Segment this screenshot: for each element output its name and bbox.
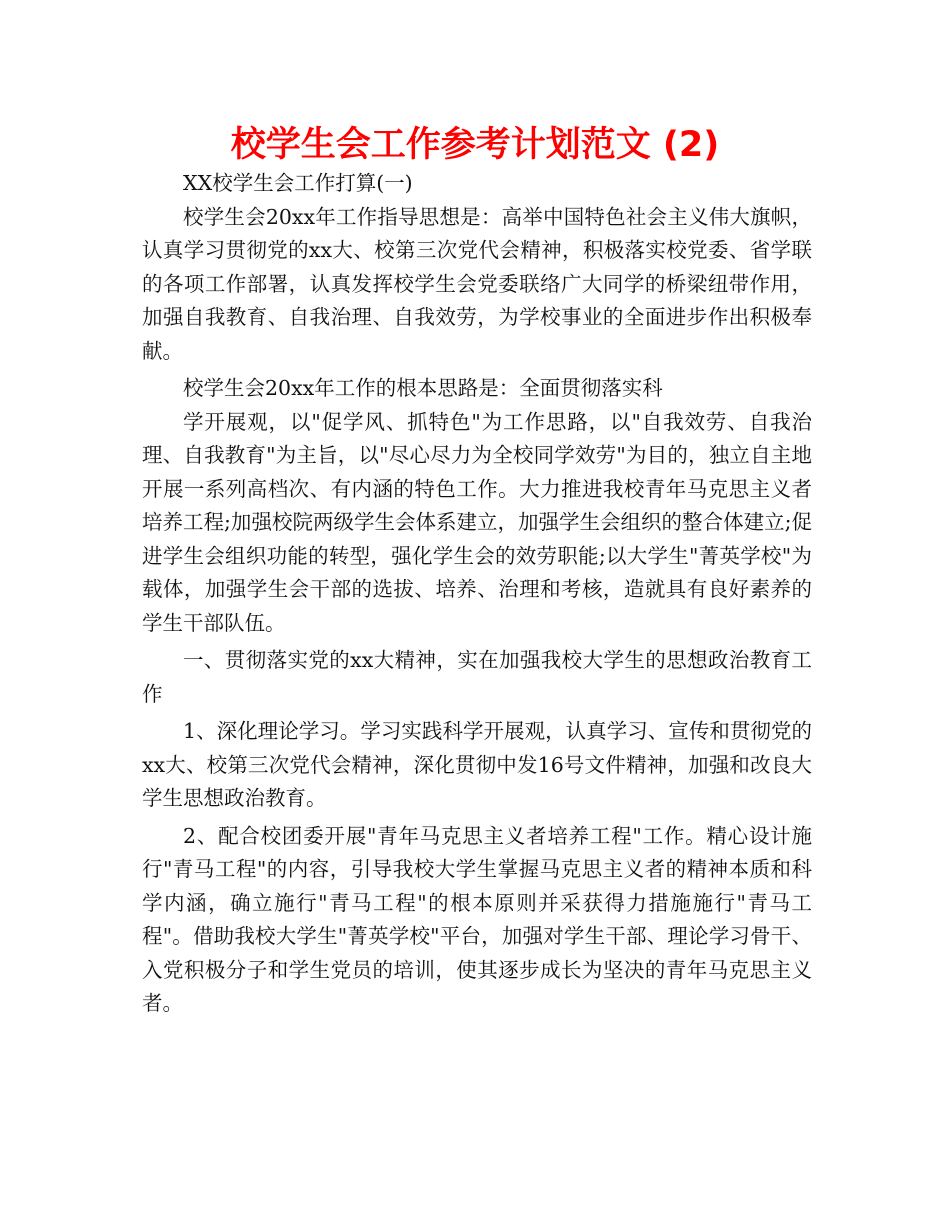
section-heading: XX校学生会工作打算(一)	[183, 171, 413, 195]
paragraph: 学开展观，以"促学风、抓特色"为工作思路，以"自我效劳、自我治理、自我教育"为主旨，以"尽心尽力为全校同学效劳"为目的，独立自主地开展一系列高档次、有内涵的特色工作。大力推进我校青年马克思主义者培养工程;加强校院两级学生会体系建立，加强学生会组织的整合体建立;促进学生会组织功能的转型，强化学生会的效劳职能;以大学生"菁英学校"为载体，加强学生会干部的选拔、培养、治理和考核，造就具有良好素养的学生干部队伍。	[142, 409, 812, 635]
paragraph: 校学生会20xx年工作指导思想是：高举中国特色社会主义伟大旗帜，认真学习贯彻党的xx大、校第三次党代会精神，积极落实校党委、省学联的各项工作部署，认真发挥校学生会党委联络广大同学的桥梁纽带作用，加强自我教育、自我治理、自我效劳，为学校事业的全面进步作出积极奉献。	[142, 204, 812, 363]
paragraph: 一、贯彻落实党的xx大精神，实在加强我校大学生的思想政治教育工作	[142, 648, 812, 706]
paragraph: 1、深化理论学习。学习实践科学开展观，认真学习、宣传和贯彻党的xx大、校第三次党代会精神，深化贯彻中发16号文件精神，加强和改良大学生思想政治教育。	[142, 719, 812, 810]
document-title: 校学生会工作参考计划范文 (2)	[230, 125, 720, 165]
paragraph: 2、配合校团委开展"青年马克思主义者培养工程"工作。精心设计施行"青马工程"的内容，引导我校大学生掌握马克思主义者的精神本质和科学内涵，确立施行"青马工程"的根本原则并采获得力措施施行"青马工程"。借助我校大学生"菁英学校"平台，加强对学生干部、理论学习骨干、入党积极分子和学生党员的培训，使其逐步成长为坚决的青年马克思主义者。	[142, 823, 812, 1015]
paragraph: 校学生会20xx年工作的根本思路是：全面贯彻落实科	[183, 376, 663, 400]
document-body	[142, 167, 812, 1021]
